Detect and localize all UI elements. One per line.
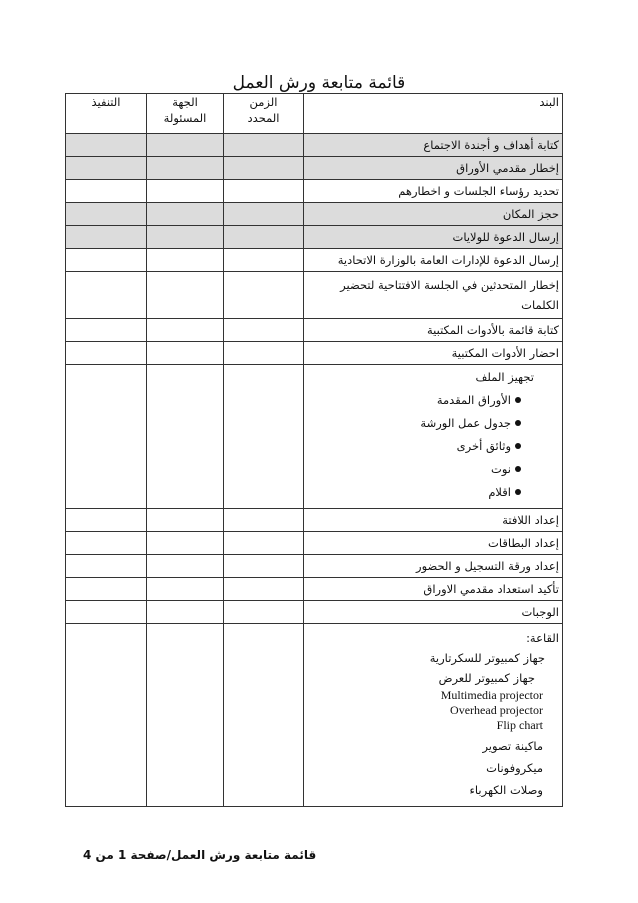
hall-line: جهاز كمبيوتر للسكرتارية (429, 651, 545, 665)
row-exec-cell (66, 601, 147, 624)
file-prep-list (307, 389, 559, 504)
row-time-cell (224, 319, 304, 342)
row-item: إعداد البطاقات (304, 532, 563, 555)
row-item: كتابة أهداف و أجندة الاجتماع (304, 134, 563, 157)
row-resp-cell (147, 509, 224, 532)
table-row-hall (66, 624, 563, 807)
row-time-cell (224, 342, 304, 365)
row-resp-cell (147, 532, 224, 555)
row-time-cell (224, 365, 304, 509)
table-row (66, 578, 563, 601)
table-row (66, 555, 563, 578)
table-row (66, 509, 563, 532)
list-item: نوت (307, 458, 559, 481)
row-item: إخطار مقدمي الأوراق (304, 157, 563, 180)
row-item: حجز المكان (304, 203, 563, 226)
table-row (66, 203, 563, 226)
row-exec-cell (66, 555, 147, 578)
hall-line: جهاز كمبيوتر للعرض (438, 671, 535, 685)
table-row (66, 532, 563, 555)
header-time-line2: المحدد (247, 111, 280, 125)
row-time-cell (224, 601, 304, 624)
row-resp-cell (147, 319, 224, 342)
header-item: البند (304, 94, 563, 134)
row-resp-cell (147, 180, 224, 203)
hall-eng-line: Overhead projector (450, 703, 543, 717)
row-resp-cell (147, 157, 224, 180)
row-item: إعداد ورقة التسجيل و الحضور (304, 555, 563, 578)
bullet-icon (515, 420, 521, 426)
row-exec-cell (66, 532, 147, 555)
bullet-icon (515, 466, 521, 472)
row-exec-cell (66, 203, 147, 226)
page-title: قائمة متابعة ورش العمل (232, 73, 406, 93)
hall-eng-line: Multimedia projector (440, 688, 543, 702)
row-resp-cell (147, 578, 224, 601)
row-exec-cell (66, 624, 147, 807)
table-row (66, 134, 563, 157)
row-resp-cell (147, 342, 224, 365)
header-time (224, 94, 304, 134)
table-row (66, 342, 563, 365)
row-exec-cell (66, 578, 147, 601)
row-exec-cell (66, 226, 147, 249)
row-time-cell (224, 134, 304, 157)
row-exec-cell (66, 134, 147, 157)
row-time-cell (224, 555, 304, 578)
row-item: إخطار المتحدثين في الجلسة الافتتاحية لتحضير الكلمات (304, 272, 563, 319)
row-exec-cell (66, 342, 147, 365)
row-resp-cell (147, 226, 224, 249)
hall-line: ميكروفونات (486, 761, 543, 775)
header-execution: التنفيذ (66, 94, 147, 134)
bullet-icon (515, 489, 521, 495)
hall-line: وصلات الكهرباء (469, 783, 543, 797)
row-time-cell (224, 578, 304, 601)
table-row (66, 157, 563, 180)
row-exec-cell (66, 180, 147, 203)
row-item: كتابة قائمة بالأدوات المكتبية (304, 319, 563, 342)
row-item: تحديد رؤساء الجلسات و اخطارهم (304, 180, 563, 203)
table-row (66, 180, 563, 203)
list-item: وثائق أخرى (307, 435, 559, 458)
header-row (66, 94, 563, 134)
table-row (66, 249, 563, 272)
row-time-cell (224, 624, 304, 807)
row-resp-cell (147, 203, 224, 226)
row-item: إعداد اللافتة (304, 509, 563, 532)
row-time-cell (224, 226, 304, 249)
row-time-cell (224, 532, 304, 555)
table-row-file-prep (66, 365, 563, 509)
row-time-cell (224, 249, 304, 272)
row-exec-cell (66, 157, 147, 180)
table-row (66, 226, 563, 249)
hall-line: ماكينة تصوير (482, 739, 543, 753)
row-item: الوجبات (304, 601, 563, 624)
hall-heading: القاعة: (526, 631, 559, 645)
row-resp-cell (147, 134, 224, 157)
row-exec-cell (66, 319, 147, 342)
header-responsible (147, 94, 224, 134)
row-item: احضار الأدوات المكتبية (304, 342, 563, 365)
page-footer: قائمة متابعة ورش العمل/صفحة 1 من 4 (83, 848, 317, 862)
table-row (66, 272, 563, 319)
row-exec-cell (66, 509, 147, 532)
row-time-cell (224, 203, 304, 226)
file-prep-heading: تجهيز الملف (475, 370, 534, 384)
row-item: تأكيد استعداد مقدمي الاوراق (304, 578, 563, 601)
row-time-cell (224, 180, 304, 203)
header-resp-line1: الجهة (172, 95, 198, 109)
row-exec-cell (66, 272, 147, 319)
row-resp-cell (147, 555, 224, 578)
table-row (66, 601, 563, 624)
header-time-line1: الزمن (249, 95, 278, 109)
list-item: الأوراق المقدمة (307, 389, 559, 412)
header-resp-line2: المسئولة (163, 111, 207, 125)
row-exec-cell (66, 365, 147, 509)
row-item-hall (304, 624, 563, 807)
row-resp-cell (147, 272, 224, 319)
row-time-cell (224, 157, 304, 180)
row-time-cell (224, 272, 304, 319)
row-resp-cell (147, 249, 224, 272)
row-item: إرسال الدعوة للولايات (304, 226, 563, 249)
bullet-icon (515, 397, 521, 403)
row-item-file-prep (304, 365, 563, 509)
row-exec-cell (66, 249, 147, 272)
row-time-cell (224, 509, 304, 532)
list-item: جدول عمل الورشة (307, 412, 559, 435)
row-resp-cell (147, 601, 224, 624)
table-row (66, 319, 563, 342)
bullet-icon (515, 443, 521, 449)
row-resp-cell (147, 365, 224, 509)
list-item: اقلام (307, 481, 559, 504)
row-item: إرسال الدعوة للإدارات العامة بالوزارة الاتحادية (304, 249, 563, 272)
row-resp-cell (147, 624, 224, 807)
hall-eng-line: Flip chart (496, 718, 543, 732)
checklist-table (65, 93, 563, 807)
